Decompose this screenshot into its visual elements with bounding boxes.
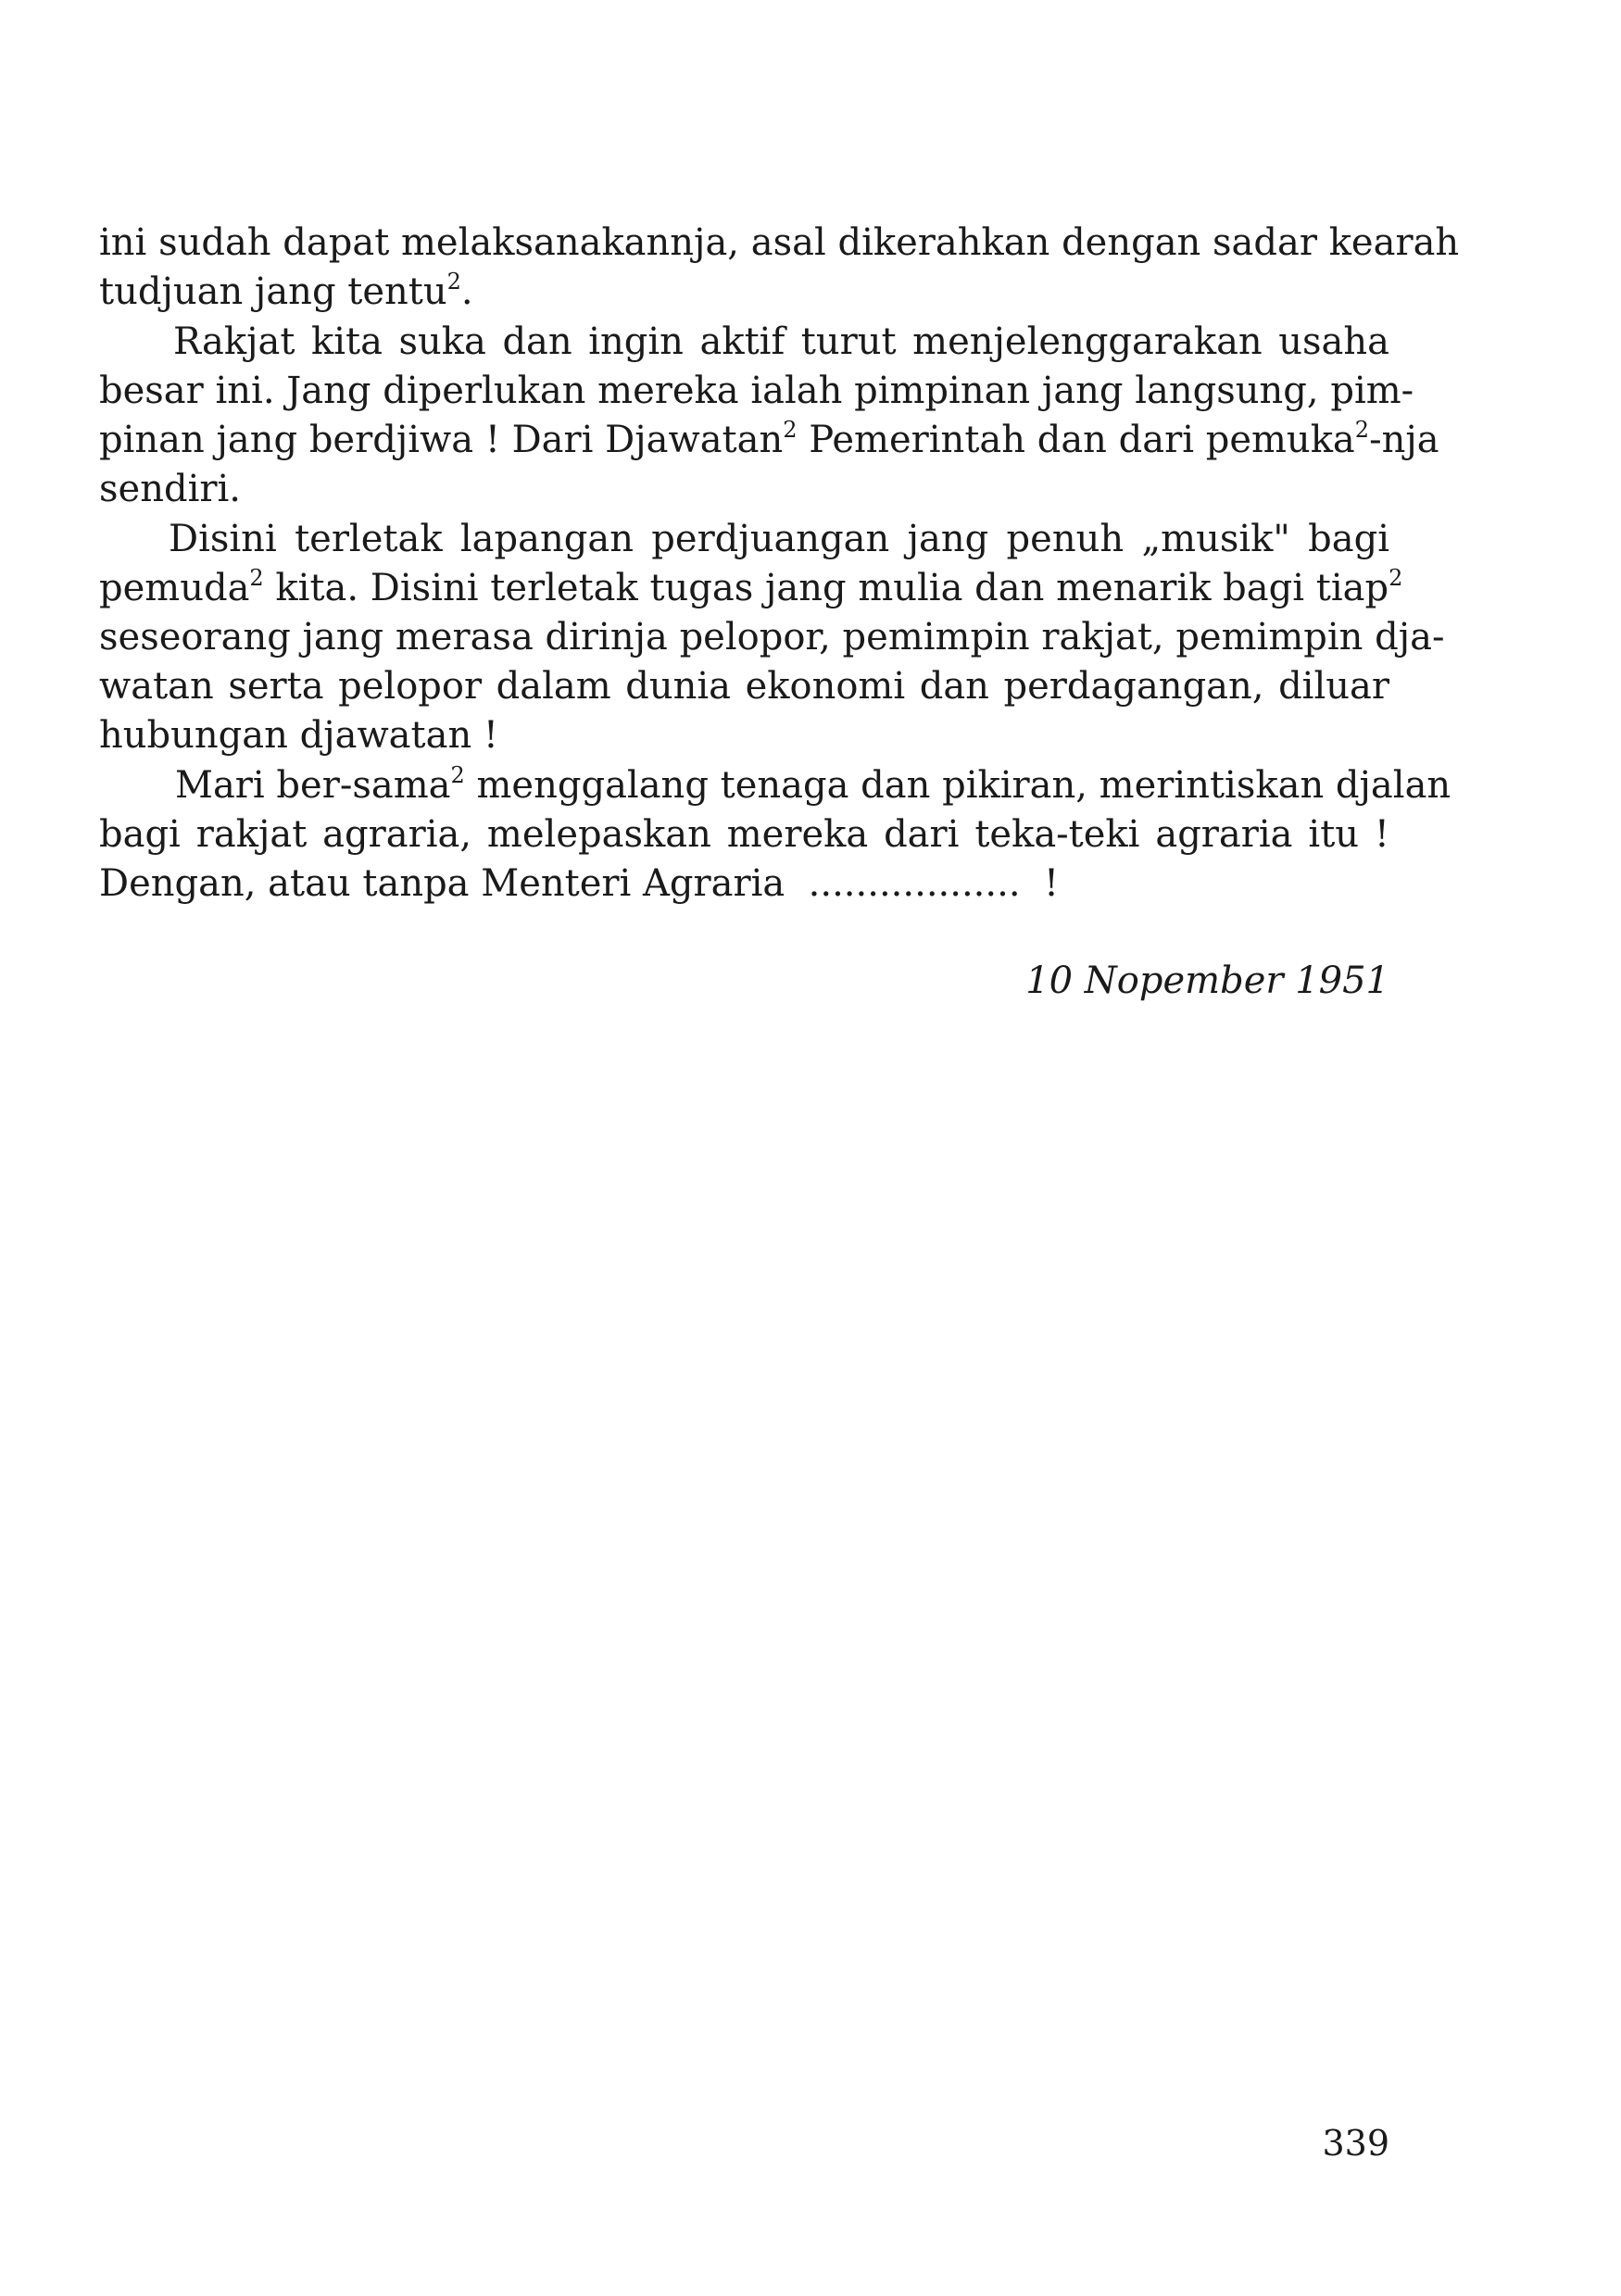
superscript-repeat-mark: 2 — [249, 564, 264, 591]
text-span: Rakjat kita suka dan ingin aktif turut menjelenggarakan usaha — [173, 320, 1389, 363]
paragraph-3-line-1 — [99, 515, 1389, 564]
text-span: tudjuan jang tentu — [99, 270, 447, 313]
body-text — [99, 219, 1460, 909]
paragraph-2-line-3 — [99, 416, 1439, 465]
date-signature: 10 Nopember 1951 — [1025, 960, 1389, 1002]
superscript-repeat-mark: 2 — [1389, 564, 1403, 591]
paragraph-3-line-3 — [99, 613, 1445, 662]
text-span: -nja — [1369, 419, 1439, 461]
text-span: bagi rakjat agraria, melepaskan mereka dari teka-teki agraria itu ! — [99, 813, 1389, 856]
text-span: Disini terletak lapangan perdjuangan jang penuh „musik" bagi — [169, 518, 1389, 560]
superscript-repeat-mark: 2 — [1354, 416, 1370, 443]
text-span: pemuda — [99, 567, 250, 609]
paragraph-2-line-1 — [99, 318, 1389, 367]
text-span: Dengan, atau tanpa Menteri Agraria .................. ! — [99, 862, 1060, 905]
text-span: kita. Disini terletak tugas jang mulia dan menarik bagi tiap — [263, 567, 1389, 609]
text-span: Pemerintah dan dari pemuka — [797, 419, 1355, 461]
superscript-repeat-mark: 2 — [450, 761, 465, 788]
paragraph-2-line-2 — [99, 367, 1414, 416]
paragraph-1-line-1 — [99, 219, 1460, 268]
paragraph-4-line-1 — [99, 761, 1451, 810]
paragraph-3-line-5 — [99, 711, 1389, 760]
paragraph-4-line-2 — [99, 810, 1389, 859]
text-span: watan serta pelopor dalam dunia ekonomi dan perdagangan, diluar — [99, 665, 1389, 708]
text-span: . — [460, 270, 473, 313]
text-span: seseorang jang merasa dirinja pelopor, pemimpin rakjat, pemimpin dja- — [99, 616, 1445, 659]
paragraph-1-line-2 — [99, 268, 1389, 317]
text-span: ini sudah dapat melaksanakannja, asal dikerahkan dengan sadar kearah — [99, 221, 1460, 264]
text-span: menggalang tenaga dan pikiran, merintiskan djalan — [464, 764, 1451, 807]
text-span: pinan jang berdjiwa ! Dari Djawatan — [99, 419, 784, 461]
paragraph-4-line-3 — [99, 859, 1389, 909]
paragraph-2-line-4 — [99, 465, 1389, 514]
page-number: 339 — [1322, 2123, 1389, 2164]
text-span: hubungan djawatan ! — [99, 714, 498, 757]
text-span: besar ini. Jang diperlukan mereka ialah pimpinan jang langsung, pim- — [99, 370, 1414, 412]
paragraph-3-line-2 — [99, 564, 1403, 613]
text-span: Mari ber-sama — [175, 764, 451, 807]
superscript-repeat-mark: 2 — [446, 268, 461, 295]
superscript-repeat-mark: 2 — [783, 416, 798, 443]
text-span: sendiri. — [99, 468, 241, 510]
paragraph-3-line-4 — [99, 662, 1389, 711]
